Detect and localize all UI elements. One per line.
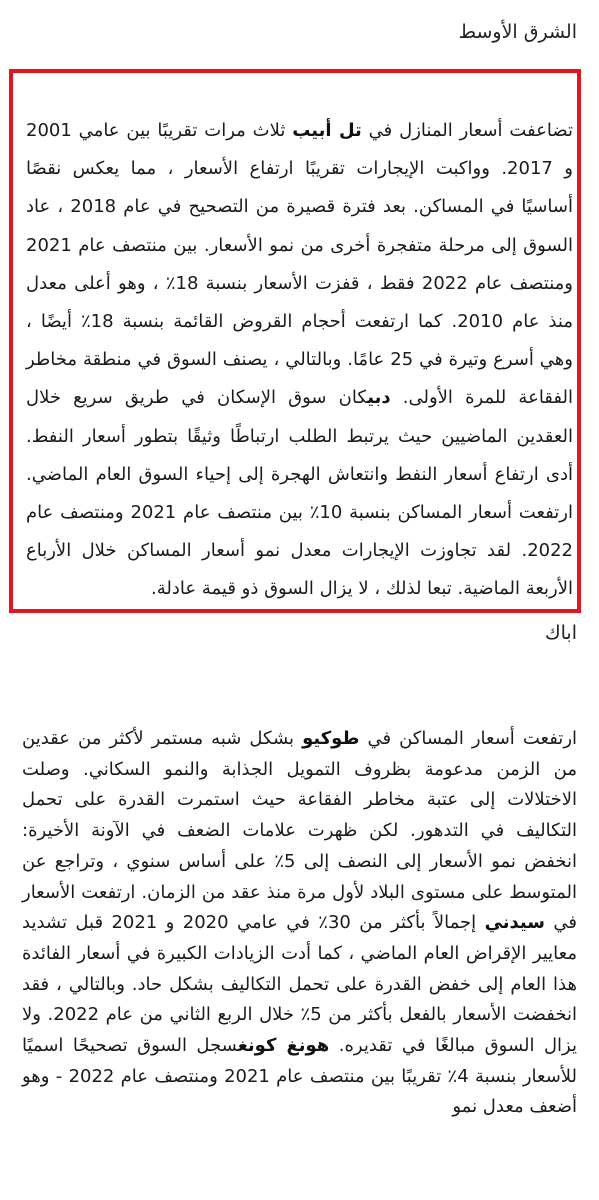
paragraph-text-run: ارتفعت أسعار المساكن في: [359, 728, 578, 749]
paragraph-text-run: تضاعفت أسعار المنازل في: [361, 120, 574, 141]
bold-place-name: دبي: [367, 387, 391, 409]
bold-place-name: هونغ كونغ: [237, 1035, 330, 1057]
bold-place-name: سيدني: [484, 912, 545, 934]
bold-place-name: تل أبيب: [292, 120, 362, 141]
section-heading-apac: اباك: [544, 622, 577, 644]
middle-east-paragraph: [26, 112, 573, 609]
paragraph-text-run: بشكل شبه مستمر لأكثر من عقدين من الزمن مدعومة بظروف التمويل الجذابة والنمو السكاني. وصلت الاختلالات إلى عتبة مخاطر الفقاعة حيث استمرت القدرة على تحمل التكاليف في التدهور. لكن ظهرت علامات الضعف في الآونة الأخيرة: انخفض نمو الأسعار إلى النصف إلى 5٪ على أساس سنوي ، وتراجع عن المتوسط على مستوى البلاد لأول مرة منذ عقد من الزمان. ارتفعت الأسعار في: [22, 728, 577, 934]
apac-paragraph: [22, 724, 577, 1123]
section-heading-middle-east: الشرق الأوسط: [458, 21, 577, 43]
paragraph-text-run: ثلاث مرات تقريبًا بين عامي 2001 و 2017. وواكبت الإيجارات تقريبًا ارتفاع الأسعار ، مما يعكس نقصًا أساسيًا في المساكن. بعد فترة قصيرة من التصحيح في عام 2018 ، عاد السوق إلى مرحلة متفجرة أخرى من نمو الأسعار. بين منتصف عام 2021 ومنتصف عام 2022 فقط ، قفزت الأسعار بنسبة 18٪ ، وهو أعلى معدل منذ عام 2010. كما ارتفعت أحجام القروض القائمة بنسبة 18٪ أيضًا ، وهي أسرع وتيرة في 25 عامًا. وبالتالي ، يصنف السوق في منطقة مخاطر الفقاعة للمرة الأولى.: [26, 120, 574, 409]
paragraph-text-run: إجمالاً بأكثر من 30٪ في عامي 2020 و 2021 قبل تشديد معايير الإقراض العام الماضي ، كما أدت الزيادات الكبيرة في أسعار الفائدة هذا العام إلى خفض القدرة على تحمل التكاليف بشكل حاد. وبالتالي ، فقد انخفضت الأسعار بالفعل بأكثر من 5٪ خلال الربع الثاني من عام 2022. ولا يزال السوق مبالغًا في تقديره.: [22, 912, 578, 1057]
paragraph-text-run: كان سوق الإسكان في طريق سريع خلال العقدين الماضيين حيث يرتبط الطلب ارتباطًا وثيقًا بتطور أسعار النفط. أدى ارتفاع أسعار النفط وانتعاش الهجرة إلى إحياء السوق العام الماضي. ارتفعت أسعار المساكن بنسبة 10٪ بين منتصف عام 2021 ومنتصف عام 2022. لقد تجاوزت الإيجارات معدل نمو أسعار المساكن خلال الأرباع الأربعة الماضية. تبعا لذلك ، لا يزال السوق ذو قيمة عادلة.: [26, 387, 573, 600]
paragraph-text-run: سجل السوق تصحيحًا اسميًا للأسعار بنسبة 4٪ تقريبًا بين منتصف عام 2021 ومنتصف عام 2022 - وهو أضعف معدل نمو: [22, 1035, 577, 1118]
bold-place-name: طوكيو: [302, 728, 360, 749]
